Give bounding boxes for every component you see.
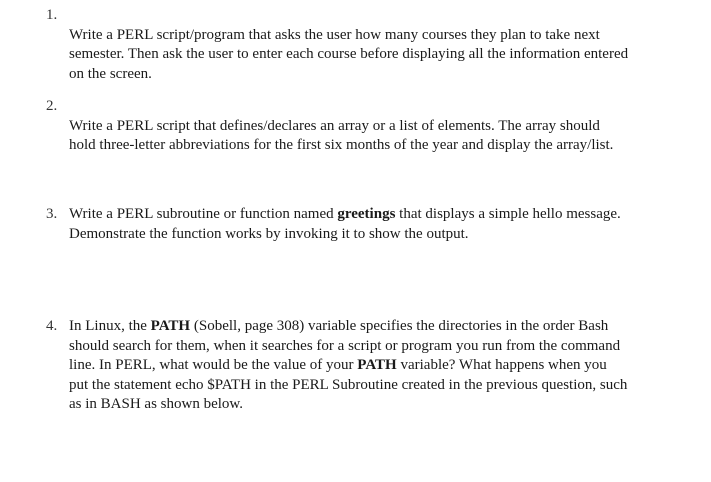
question-text-segment: Write a PERL script that defines/declares an array or a list of elements. The array should hold three-letter abbreviations for the first six months of the year and display the array/list. xyxy=(69,117,614,153)
question-number: 4. xyxy=(46,318,58,334)
function-name-greetings: greetings xyxy=(337,206,396,222)
question-number: 2. xyxy=(46,98,58,114)
question-text-segment: In Linux, the xyxy=(69,318,151,334)
path-variable-term: PATH xyxy=(150,318,191,334)
question-text-segment: Write a PERL subroutine or function named xyxy=(69,206,338,222)
question-number: 3. xyxy=(46,206,58,222)
question-text xyxy=(69,97,689,156)
question-text-segment: that displays a simple hello message. Demonstrate the function works by invoking it to show the output. xyxy=(69,206,621,242)
question-text xyxy=(69,205,689,244)
question-number: 1. xyxy=(46,7,58,23)
question-text-segment: Write a PERL script/program that asks the user how many courses they plan to take next semester. Then ask the user to enter each course before displaying all the information entered on the screen. xyxy=(69,26,629,82)
path-variable-term: PATH xyxy=(357,357,397,373)
question-text-segment: variable? What happens when you put the statement echo $PATH in the PERL Subroutine created in the previous question, such as in BASH as shown below. xyxy=(69,357,628,412)
question-text-segment: (Sobell, page 308) variable specifies the directories in the order Bash should search for them, when it searches for a script or program you run from the command line. In PERL, what would be the value of your xyxy=(69,318,621,373)
question-text xyxy=(69,317,689,415)
question-text xyxy=(69,6,689,84)
